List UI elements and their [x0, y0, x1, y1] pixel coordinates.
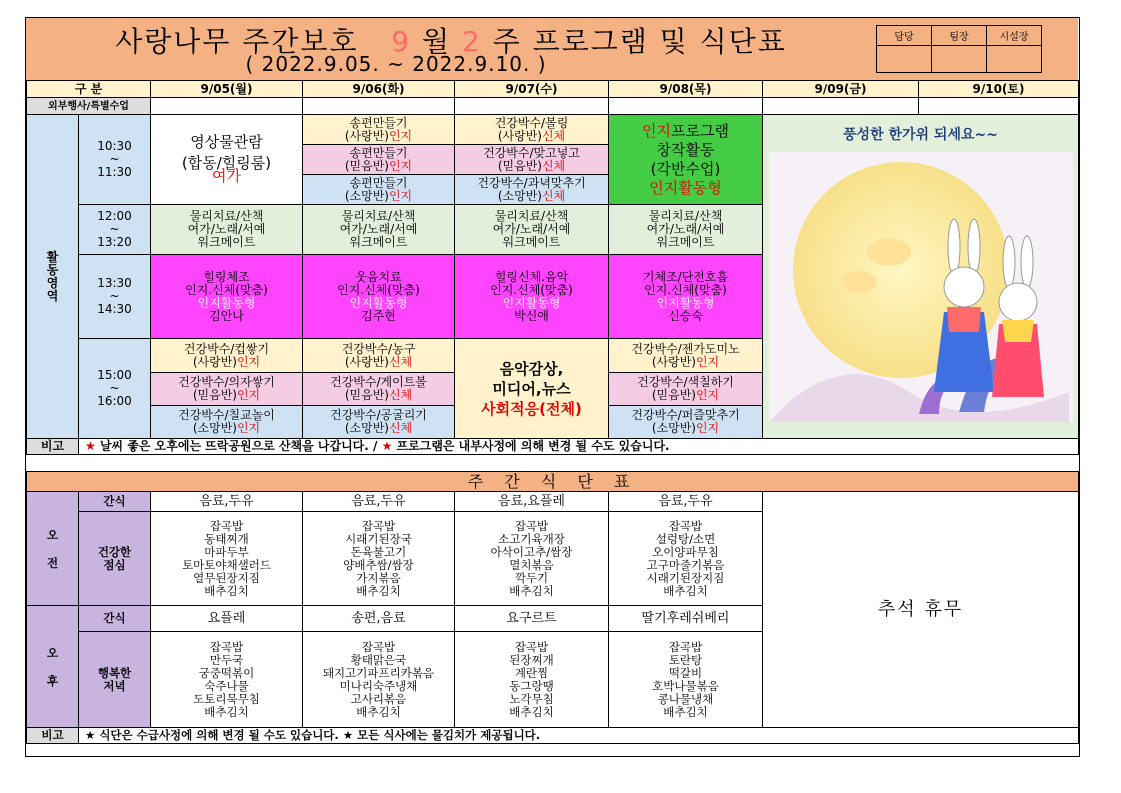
program-type: 인지활동형: [649, 178, 722, 197]
approval-sign-cell[interactable]: [877, 46, 932, 73]
class-name: (사랑반): [344, 354, 389, 369]
program-cell: [455, 145, 609, 175]
instructor: 김주현: [361, 308, 396, 323]
title-rest: 주 프로그램 및 식단표: [492, 25, 787, 58]
menu-item: 동그랑땡: [509, 678, 554, 693]
menu-item: 미나리숙주냉채: [339, 678, 418, 693]
program-line: 워크메이트: [656, 235, 715, 249]
menu-item: 노각무침: [509, 691, 554, 706]
program-line: 여가/노래/서예: [646, 222, 725, 236]
side-char: 동: [46, 262, 59, 277]
menu-item: 돈육불고기: [350, 544, 407, 559]
star-icon: ★: [342, 728, 354, 742]
note-text: 프로그램은 내부사정에 의해 변경 될 수도 있습니다.: [396, 439, 670, 453]
program-cell: [609, 373, 763, 406]
program-title: 건강박수/맞고넣고: [483, 145, 580, 160]
meal-cell: [609, 512, 763, 606]
program-title: 미디어,뉴스: [492, 379, 571, 398]
time-slot: [79, 339, 151, 439]
program-type: 인지활동형: [656, 295, 715, 310]
menu-item: 떡갈비: [668, 665, 703, 680]
outside-event-cell: [919, 98, 1079, 115]
program-title: 건강박수/의자쌓기: [178, 375, 275, 389]
meal-cell: [151, 632, 303, 728]
program-line: 여가/노래/서예: [187, 222, 266, 236]
program-cell: [151, 255, 303, 339]
program-title: 건강박수/컵쌓기: [183, 341, 270, 356]
outside-event-label: 외부행사/특별수업: [27, 98, 151, 115]
program-line: 여가/노래/서예: [492, 222, 571, 236]
program-title: 건강박수/과녁맞추기: [477, 175, 586, 190]
menu-item: 잡곡밥: [361, 639, 396, 654]
program-type: 인지활동형: [197, 295, 256, 310]
menu-item: 열무된장지짐: [193, 570, 260, 585]
time-slot: [79, 205, 151, 255]
program-title: 힐링체조: [203, 269, 250, 284]
class-name: (소망반): [344, 188, 389, 203]
program-line: 워크메이트: [502, 235, 561, 249]
snack-label: 간식: [79, 492, 151, 512]
menu-item: 깍두기: [514, 570, 549, 585]
program-type: 인지: [388, 188, 413, 203]
program-cell: [455, 339, 609, 439]
time-sep: ~: [109, 152, 120, 166]
time-start: 15:00: [97, 368, 132, 382]
menu-item: 잡곡밥: [668, 518, 703, 533]
snack-label: 간식: [79, 606, 151, 632]
menu-item: 가지볶음: [356, 570, 401, 585]
program-type: 인지: [388, 128, 413, 143]
day-header: 9/07(수): [455, 81, 609, 98]
outside-event-cell: [763, 98, 919, 115]
meal-cell: 송편,음료: [303, 606, 455, 632]
period-text: ( 2022.9.05. ~ 2022.9.10. ): [245, 52, 547, 76]
note-text: 날씨 좋은 오후에는 뜨락공원으로 산책을 나갑니다. /: [99, 439, 378, 453]
program-type: 신체: [541, 128, 566, 143]
program-type: 인지: [695, 388, 720, 402]
program-title: 힐링신체.음악: [494, 269, 569, 284]
title-week: 2: [461, 25, 482, 58]
program-type: 신체: [541, 188, 566, 203]
menu-item: 동태찌개: [204, 531, 249, 546]
approval-sign-cell[interactable]: [932, 46, 987, 73]
meal-cell: [303, 512, 455, 606]
program-title: 건강박수/게이트볼: [330, 375, 427, 389]
program-cell: [303, 205, 455, 255]
program-title: 건강박수/색칠하기: [637, 375, 734, 389]
meal-label-line: 점심: [103, 557, 126, 572]
menu-item: 잡곡밥: [209, 639, 244, 654]
program-type: 사회적응(전체): [481, 399, 582, 418]
side-char: 역: [46, 288, 59, 303]
meal-label-line: 행복한: [97, 665, 132, 680]
day-header: 9/06(화): [303, 81, 455, 98]
menu-item: 아삭이고추/쌈장: [490, 544, 573, 559]
outside-event-cell: [609, 98, 763, 115]
program-cell: [151, 205, 303, 255]
program-cell: [303, 145, 455, 175]
class-name: (소망반): [192, 421, 237, 435]
program-type: 신체: [388, 354, 413, 369]
menu-item: 계란찜: [514, 665, 549, 680]
menu-item: 배추김치: [663, 583, 708, 598]
program-type: 인지: [236, 354, 261, 369]
program-title: 창작활동: [656, 140, 715, 159]
class-name: (믿음반): [651, 388, 696, 402]
class-name: (사랑반): [192, 354, 237, 369]
menu-item: 도토리묵무침: [193, 691, 260, 706]
side-char: 영: [46, 275, 59, 290]
program-title: 기체조/단전호흡: [642, 269, 729, 284]
time-sep: ~: [109, 289, 120, 303]
meal-cell: 음료,두유: [609, 492, 763, 512]
note-label: 비고: [27, 439, 79, 455]
class-name: (믿음반): [192, 388, 237, 402]
star-icon: ★: [381, 439, 393, 453]
meal-cell: 요구르트: [455, 606, 609, 632]
class-name: (소망반): [344, 421, 389, 435]
approval-box: [876, 25, 1042, 73]
outside-event-cell: [151, 98, 303, 115]
activity-area-label: [27, 115, 79, 439]
program-type: 신체: [388, 388, 413, 402]
program-line: 인지.신체(맞춤): [337, 282, 420, 297]
meal-table: [26, 471, 1079, 744]
instructor: 박신애: [514, 308, 549, 323]
instructor: 김안나: [209, 308, 244, 323]
program-cell: [303, 373, 455, 406]
menu-item: 된장찌개: [509, 652, 554, 667]
class-name: (사랑반): [497, 128, 542, 143]
time-end: 11:30: [97, 165, 132, 179]
outside-event-cell: [455, 98, 609, 115]
program-line: 인지.신체(맞춤): [490, 282, 573, 297]
side-char: 오: [46, 527, 59, 542]
menu-item: 돼지고기파프리카볶음: [322, 665, 435, 680]
program-line: 여가/노래/서예: [339, 222, 418, 236]
menu-item: 배추김치: [204, 704, 249, 719]
meal-cell: 음료,요플레: [455, 492, 609, 512]
program-type: 인지활동형: [349, 295, 408, 310]
side-char: 오: [46, 645, 59, 660]
day-header: 9/05(월): [151, 81, 303, 98]
program-line: 워크메이트: [197, 235, 256, 249]
time-sep: ~: [109, 381, 120, 395]
program-title: 건강박수/칠교놀이: [178, 408, 275, 422]
menu-item: 시래기된장지짐: [646, 570, 725, 585]
day-header: 9/09(금): [763, 81, 919, 98]
program-location: (각반수업): [650, 159, 721, 178]
program-title: 건강박수/퍼즐맞추기: [631, 408, 740, 422]
approval-sign-cell[interactable]: [987, 46, 1042, 73]
meal-cell: [455, 512, 609, 606]
program-title: 송편만들기: [349, 175, 408, 190]
program-cell: [151, 406, 303, 439]
menu-item: 소고기육개장: [498, 531, 565, 546]
note-text: 모든 식사에는 물김치가 제공됩니다.: [357, 728, 541, 742]
meal-cell: [609, 632, 763, 728]
menu-item: 토란탕: [668, 652, 703, 667]
program-line: 물리치료/산책: [189, 209, 264, 223]
time-start: 13:30: [97, 276, 132, 290]
pm-label: [27, 606, 79, 728]
program-location: (합동/힐링룸): [181, 154, 272, 172]
program-cell: [303, 175, 455, 205]
program-type: 신체: [541, 158, 566, 173]
menu-item: 배추김치: [509, 704, 554, 719]
menu-item: 만두국: [209, 652, 244, 667]
menu-item: 숙주나물: [204, 678, 249, 693]
menu-item: 고사리볶음: [350, 691, 407, 706]
time-slot: [79, 115, 151, 205]
program-type: 여가: [212, 167, 241, 185]
menu-item: 시래기된장국: [345, 531, 412, 546]
title-center-name: 사랑나무 주간보호: [115, 25, 359, 58]
menu-item: 잡곡밥: [514, 518, 549, 533]
program-cell: [303, 406, 455, 439]
program-cell: [609, 115, 763, 205]
menu-item: 설렁탕/소면: [655, 531, 716, 546]
program-line: 물리치료/산책: [494, 209, 569, 223]
program-cell: [609, 255, 763, 339]
meal-cell: 요플레: [151, 606, 303, 632]
side-char: 활: [46, 249, 59, 264]
class-name: (사랑반): [344, 128, 389, 143]
side-char: 후: [46, 673, 59, 688]
program-cell: [455, 175, 609, 205]
program-type: 인지: [236, 388, 261, 402]
program-line: 워크메이트: [349, 235, 408, 249]
program-cell: [455, 205, 609, 255]
menu-item: 토마토야채샐러드: [182, 557, 271, 572]
menu-item: 궁중떡볶이: [198, 665, 255, 680]
menu-item: 배추김치: [509, 583, 554, 598]
program-title: 건강박수/젠가도미노: [631, 341, 740, 356]
program-line: 물리치료/산책: [648, 209, 723, 223]
program-cell: [151, 115, 303, 205]
program-title: 프로그램: [671, 121, 729, 140]
program-title: 건강박수/볼링: [494, 115, 569, 130]
time-start: 12:00: [97, 209, 132, 223]
star-icon: ★: [85, 728, 96, 742]
program-type: 인지: [695, 354, 720, 369]
menu-item: 배추김치: [204, 583, 249, 598]
class-name: (믿음반): [344, 388, 389, 402]
menu-item: 황태맑은국: [350, 652, 407, 667]
program-title: 송편만들기: [349, 115, 408, 130]
program-cell: [151, 339, 303, 373]
time-end: 14:30: [97, 302, 132, 316]
program-type: 인지: [236, 421, 261, 435]
dinner-label: [79, 632, 151, 728]
class-name: (믿음반): [344, 158, 389, 173]
program-line: 인지.신체(맞춤): [644, 282, 727, 297]
outside-event-cell: [303, 98, 455, 115]
program-type: 인지: [642, 121, 671, 140]
approval-label: 시설장: [987, 26, 1042, 46]
program-table: [26, 80, 1079, 455]
meal-cell: 음료,두유: [303, 492, 455, 512]
program-cell: [609, 339, 763, 373]
note-text: 식단은 수급사정에 의해 변경 될 수도 있습니다.: [99, 728, 339, 742]
meal-cell: 음료,두유: [151, 492, 303, 512]
menu-item: 잡곡밥: [514, 639, 549, 654]
program-title: 영상물관람: [190, 133, 263, 151]
meal-label-line: 저녁: [103, 678, 126, 693]
time-end: 16:00: [97, 394, 132, 408]
menu-item: 잡곡밥: [668, 639, 703, 654]
holiday-panel: [763, 115, 1079, 439]
class-name: (소망반): [651, 421, 696, 435]
program-cell: [455, 115, 609, 145]
menu-item: 잡곡밥: [361, 518, 396, 533]
star-icon: ★: [85, 439, 96, 453]
menu-item: 고구마줄기볶음: [646, 557, 725, 572]
day-header: 9/10(토): [919, 81, 1079, 98]
program-title: 건강박수/농구: [341, 341, 416, 356]
time-start: 10:30: [97, 139, 132, 153]
program-cell: [151, 373, 303, 406]
menu-item: 오이양파무침: [652, 544, 719, 559]
weekly-sheet: [25, 17, 1080, 757]
program-cell: [609, 205, 763, 255]
program-cell: [609, 406, 763, 439]
program-note: [79, 439, 1079, 455]
program-line: 인지.신체(맞춤): [185, 282, 268, 297]
meal-label-line: 건강한: [97, 544, 132, 559]
menu-item: 배추김치: [663, 704, 708, 719]
menu-item: 마파두부: [204, 544, 249, 559]
menu-item: 양배추쌈/쌈장: [343, 557, 414, 572]
menu-item: 배추김치: [356, 704, 401, 719]
class-name: (사랑반): [651, 354, 696, 369]
header-banner: [26, 18, 1078, 81]
program-type: 인지: [695, 421, 720, 435]
meal-cell: [303, 632, 455, 728]
program-line: 물리치료/산책: [341, 209, 416, 223]
approval-label: 담당: [877, 26, 932, 46]
program-title: 웃음치료: [355, 269, 402, 284]
day-header: 9/08(목): [609, 81, 763, 98]
meal-cell: [455, 632, 609, 728]
note-label: 비고: [27, 728, 79, 744]
holiday-notice: 추석 휴무: [763, 492, 1079, 728]
program-cell: [303, 255, 455, 339]
menu-item: 콩나물냉채: [657, 691, 714, 706]
program-title: 음악감상,: [499, 359, 564, 378]
program-type: 인지활동형: [502, 295, 561, 310]
class-name: (믿음반): [497, 158, 542, 173]
lunch-label: [79, 512, 151, 606]
time-slot: [79, 255, 151, 339]
menu-item: 멸치볶음: [509, 557, 554, 572]
program-type: 신체: [388, 421, 413, 435]
title-month: 9: [391, 25, 412, 58]
col-header-label: 구 분: [27, 81, 151, 98]
meal-cell: 딸기후레쉬베리: [609, 606, 763, 632]
side-char: 전: [46, 555, 59, 570]
meal-title: 주 간 식 단 표: [27, 472, 1079, 492]
approval-label: 팀장: [932, 26, 987, 46]
program-title: 송편만들기: [349, 145, 408, 160]
meal-cell: [151, 512, 303, 606]
instructor: 신승숙: [668, 308, 703, 323]
program-cell: [455, 255, 609, 339]
time-end: 13:20: [97, 235, 132, 249]
meal-note: [79, 728, 1079, 744]
am-label: [27, 492, 79, 606]
program-cell: [303, 339, 455, 373]
program-cell: [303, 115, 455, 145]
program-title: 건강박수/공굴리기: [330, 408, 427, 422]
holiday-greeting: 풍성한 한가위 되세요~~: [843, 127, 998, 143]
program-type: 인지: [388, 158, 413, 173]
class-name: (소망반): [497, 188, 542, 203]
title-month-unit: 월: [421, 25, 451, 58]
menu-item: 잡곡밥: [209, 518, 244, 533]
menu-item: 호박나물볶음: [652, 678, 719, 693]
time-sep: ~: [109, 222, 120, 236]
chuseok-rabbits-illustration: [769, 152, 1073, 422]
menu-item: 배추김치: [356, 583, 401, 598]
